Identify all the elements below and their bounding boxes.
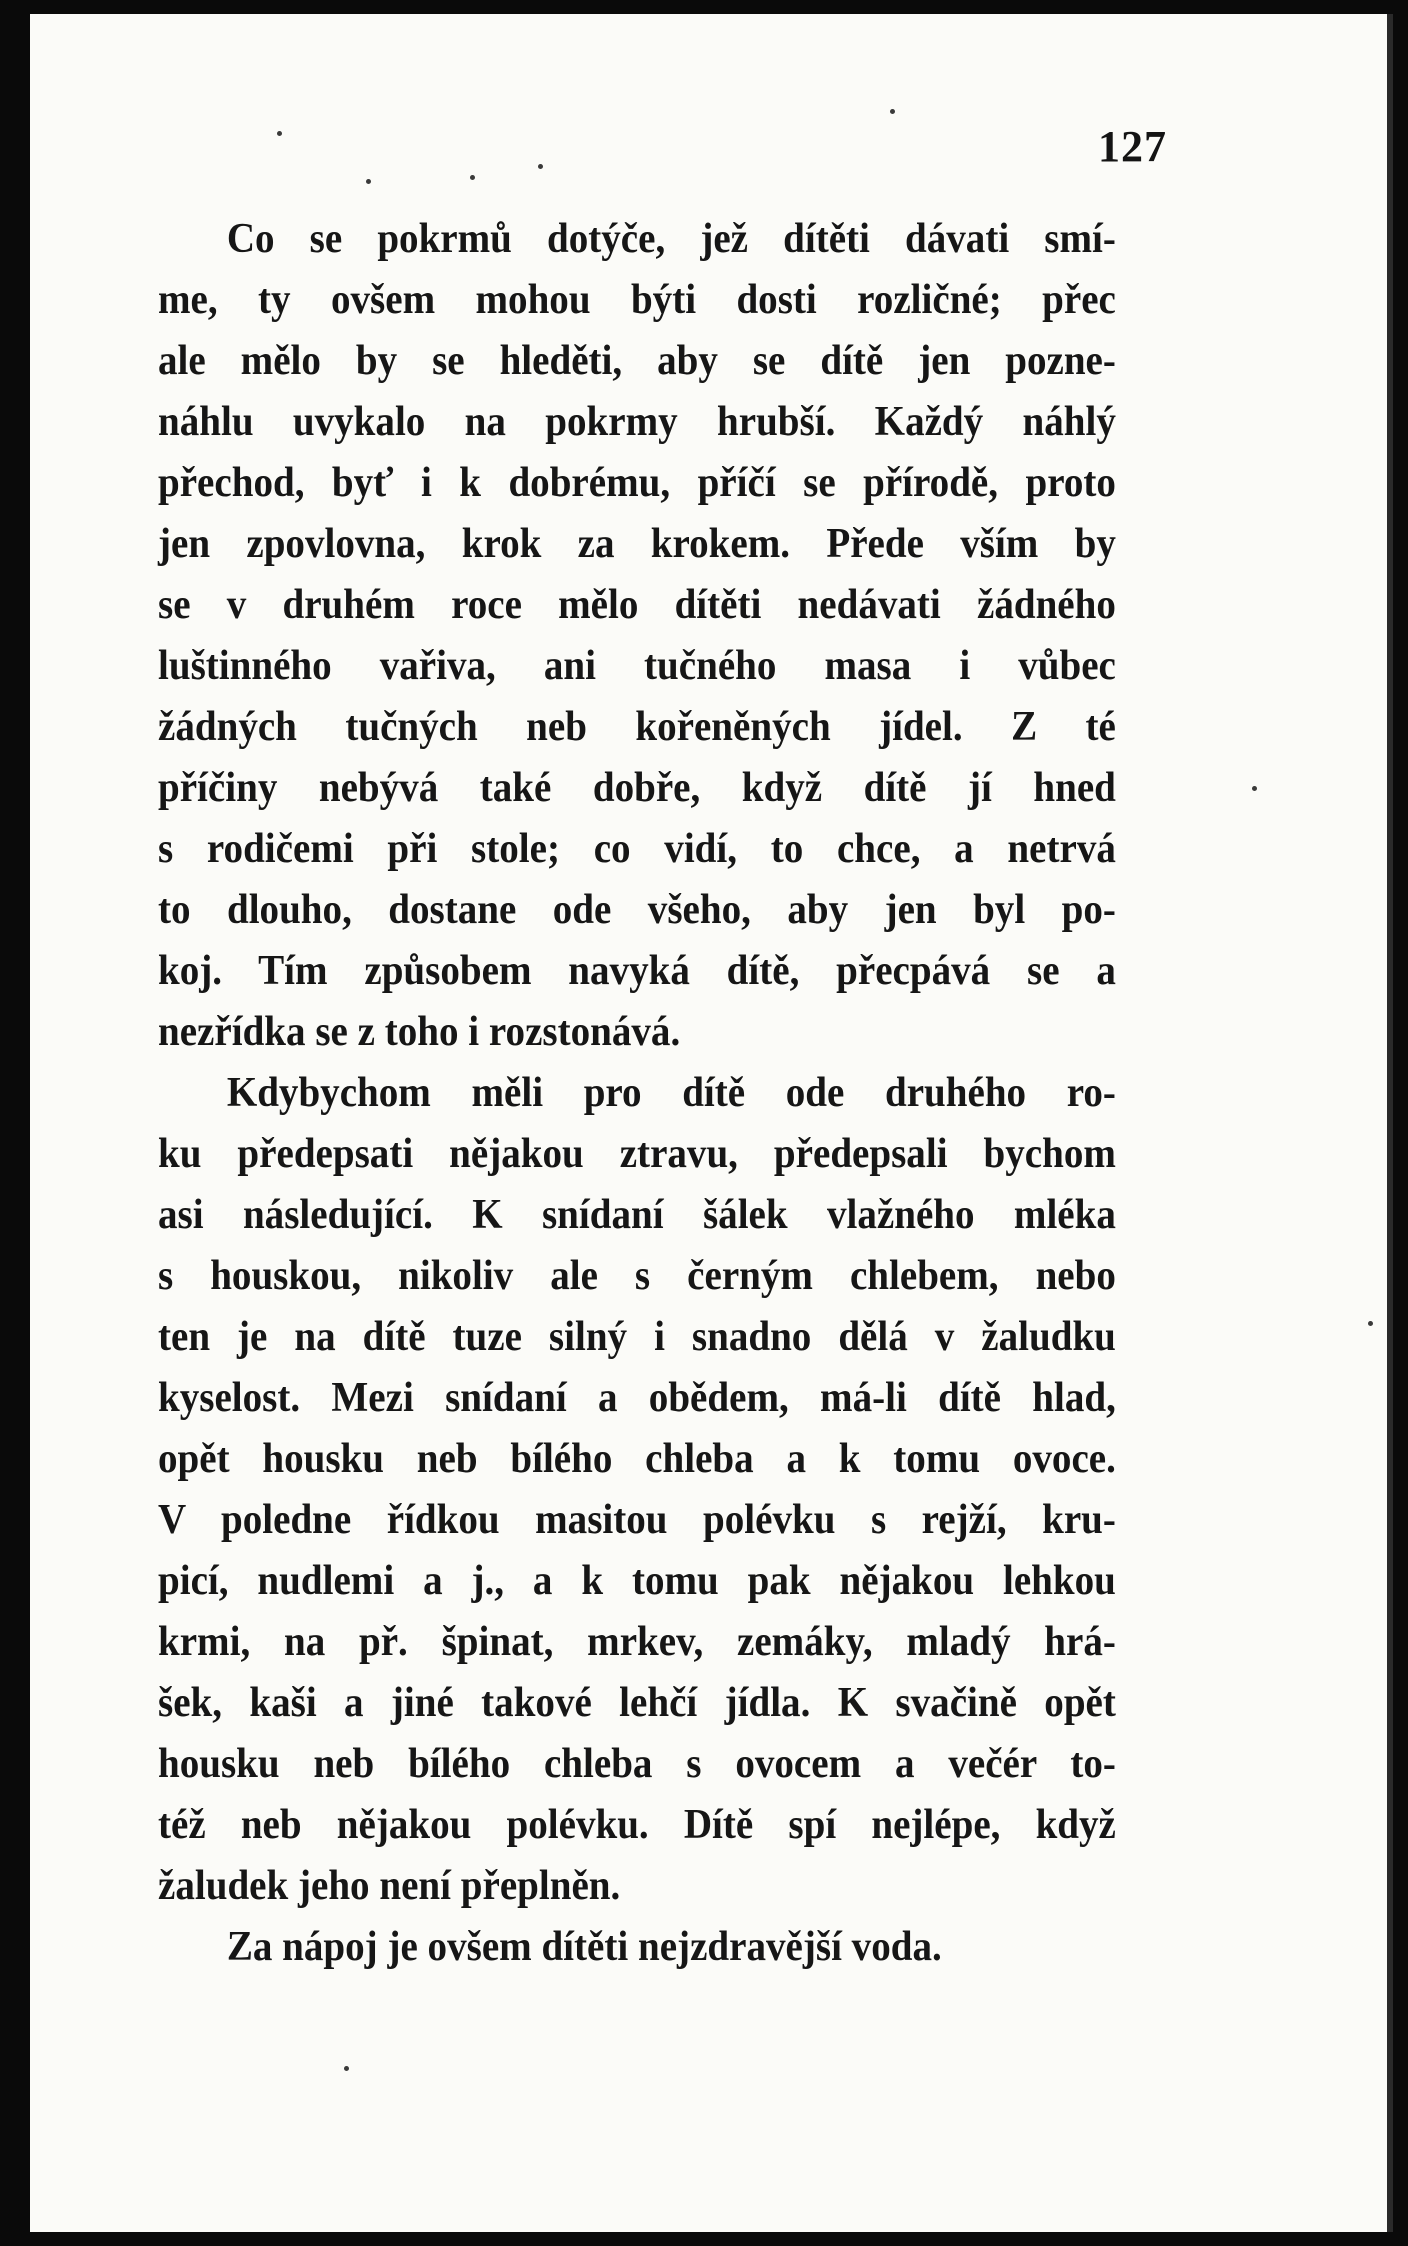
text-line: luštinného vařiva, ani tučného masa i vůbec bbox=[158, 643, 1116, 689]
text-line: Kdybychom měli pro dítě ode druhého ro- bbox=[226, 1070, 1116, 1116]
text-line: ku předepsati nějakou ztravu, předepsali bychom bbox=[158, 1131, 1116, 1177]
text-line: nezřídka se z toho i rozstonává. bbox=[158, 1009, 681, 1055]
text-line: Za nápoj je ovšem dítěti nejzdravější voda. bbox=[226, 1924, 942, 1970]
text-line: housku neb bílého chleba s ovocem a večér to- bbox=[158, 1741, 1116, 1787]
text-line: žaludek jeho není přeplněn. bbox=[158, 1863, 621, 1909]
text-line: me, ty ovšem mohou býti dosti rozličné; přec bbox=[158, 277, 1116, 323]
text-line: kyselost. Mezi snídaní a obědem, má-li dítě hlad, bbox=[158, 1375, 1116, 1421]
text-line: ten je na dítě tuze silný i snadno dělá v žaludku bbox=[158, 1314, 1116, 1360]
ink-speck bbox=[538, 164, 543, 169]
text-line: ale mělo by se hleděti, aby se dítě jen pozne- bbox=[158, 338, 1116, 384]
text-line: jen zpovlovna, krok za krokem. Přede vším by bbox=[158, 521, 1116, 567]
text-line: picí, nudlemi a j., a k tomu pak nějakou lehkou bbox=[158, 1558, 1116, 1604]
text-line: žádných tučných neb kořeněných jídel. Z té bbox=[158, 704, 1116, 750]
body-text bbox=[158, 209, 1116, 1978]
text-line: koj. Tím způsobem navyká dítě, přecpává se a bbox=[158, 948, 1116, 994]
page-number: 127 bbox=[1098, 122, 1167, 171]
text-line: krmi, na př. špinat, mrkev, zemáky, mladý hrá- bbox=[158, 1619, 1116, 1665]
text-line: V poledne řídkou masitou polévku s rejží, kru- bbox=[158, 1497, 1116, 1543]
text-line: náhlu uvykalo na pokrmy hrubší. Každý náhlý bbox=[158, 399, 1116, 445]
ink-speck bbox=[890, 109, 895, 114]
text-line: též neb nějakou polévku. Dítě spí nejlépe, když bbox=[158, 1802, 1116, 1848]
paragraph-1 bbox=[158, 209, 1116, 1063]
ink-speck bbox=[1252, 786, 1257, 791]
ink-speck bbox=[366, 179, 371, 184]
text-line: to dlouho, dostane ode všeho, aby jen byl po- bbox=[158, 887, 1116, 933]
text-line: s rodičemi při stole; co vidí, to chce, a netrvá bbox=[158, 826, 1116, 872]
text-line: asi následující. K snídaní šálek vlažného mléka bbox=[158, 1192, 1116, 1238]
text-line: se v druhém roce mělo dítěti nedávati žádného bbox=[158, 582, 1116, 628]
ink-speck bbox=[277, 131, 282, 136]
paragraph-2 bbox=[158, 1063, 1116, 1917]
paragraph-3 bbox=[158, 1917, 1116, 1978]
ink-speck bbox=[1368, 1321, 1373, 1326]
ink-speck bbox=[344, 2066, 349, 2071]
text-line: přechod, byť i k dobrému, příčí se přírodě, proto bbox=[158, 460, 1116, 506]
text-line: šek, kaši a jiné takové lehčí jídla. K svačině opět bbox=[158, 1680, 1116, 1726]
text-line: příčiny nebývá také dobře, když dítě jí hned bbox=[158, 765, 1116, 811]
text-line: s houskou, nikoliv ale s černým chlebem, nebo bbox=[158, 1253, 1116, 1299]
book-page bbox=[30, 14, 1393, 2232]
ink-speck bbox=[470, 175, 475, 180]
text-line: Co se pokrmů dotýče, jež dítěti dávati smí- bbox=[226, 216, 1116, 262]
text-line: opět housku neb bílého chleba a k tomu ovoce. bbox=[158, 1436, 1116, 1482]
